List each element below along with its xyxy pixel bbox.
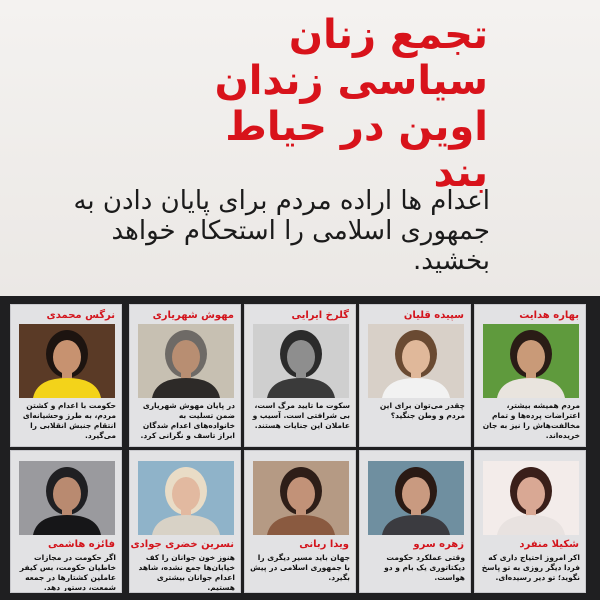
- person-photo: [253, 324, 349, 398]
- subheadline: اعدام ها اراده مردم برای پایان دادن به جمهوری اسلامی را استحکام خواهد بخشید.: [73, 186, 490, 276]
- person-photo: [253, 461, 349, 535]
- portrait-grid: [0, 296, 600, 600]
- person-name: سپیده قلیان: [403, 310, 464, 321]
- person-card: [359, 304, 471, 447]
- person-card: [10, 450, 122, 593]
- headline: [188, 12, 488, 196]
- person-photo: [138, 324, 234, 398]
- person-card: [10, 304, 122, 447]
- person-photo: [483, 324, 579, 398]
- person-name: شکیلا منفرد: [519, 539, 579, 550]
- person-quote: اکر امروز احتیاج داری که فردا دیگر روزی به تو پاسخ نگوید؛ تو دیر رسیده‌ای.: [481, 553, 580, 582]
- person-card: [474, 304, 586, 447]
- person-name: گلرخ ایرایی: [291, 310, 349, 321]
- person-card: [244, 304, 356, 447]
- person-card: [359, 450, 471, 593]
- person-quote: در پایان مهوش شهریاری ضمن تسلیت به خانواده‌های اعدام شدگان ابراز تاسف و نگرانی کرد.: [140, 401, 235, 440]
- person-name: مهوش شهریاری: [152, 310, 234, 321]
- person-photo: [483, 461, 579, 535]
- person-photo: [368, 461, 464, 535]
- person-card: [474, 450, 586, 593]
- person-quote: چقدر می‌توان برای این مردم و وطن جنگید؟: [379, 401, 465, 420]
- person-card: [129, 450, 241, 593]
- person-quote: هنوز خون جوانان را کف خیابان‌ها جمع نشده، شاهد اعدام جوانان بیشتری هستیم.: [138, 553, 235, 591]
- person-name: بهاره هدایت: [519, 310, 579, 321]
- person-card: [129, 304, 241, 447]
- person-name: زهره سرو: [413, 539, 464, 550]
- person-name: نسرین خضری جوادی: [130, 539, 234, 550]
- person-quote: حکومت با اعدام و کشتن مردم، به طرز وحشیانه‌ای انتقام جنبش انقلابی را می‌گیرد.: [22, 401, 116, 440]
- person-quote: مردم همیشه بیشتر، اعتراضات پرده‌ها و تمام مخالفت‌هاش را نیز به جان خریده‌اند.: [482, 401, 580, 440]
- headline-line-2: سیاسی زندان: [214, 58, 488, 104]
- headline-line-1: تجمع زنان: [288, 12, 488, 58]
- person-photo: [19, 324, 115, 398]
- person-photo: [19, 461, 115, 535]
- person-name: نرگس محمدی: [46, 310, 115, 321]
- person-photo: [368, 324, 464, 398]
- person-quote: سکوت ما تایید مرگ است، بی شرافتی است. آسیب و عاملان این جنایات هستند.: [252, 401, 350, 430]
- person-quote: جهان باید مسیر دیگری را با جمهوری اسلامی در پیش بگیرد.: [250, 553, 350, 582]
- person-quote: وقتی عملکرد حکومت دیکتاتوری یک بام و دو هواست.: [384, 553, 465, 582]
- person-name: ویدا ربانی: [299, 539, 349, 550]
- headline-line-3: اوین در حیاط بند: [225, 104, 488, 196]
- person-card: [244, 450, 356, 593]
- person-name: فائزه هاشمی: [47, 539, 115, 550]
- header-banner: [0, 0, 600, 296]
- person-photo: [138, 461, 234, 535]
- person-quote: اگر حکومت در مجازات خاطیان حکومت، بس کیفر عاملین کشتارها در جمعه شمعت، دستور دهد.: [19, 553, 116, 591]
